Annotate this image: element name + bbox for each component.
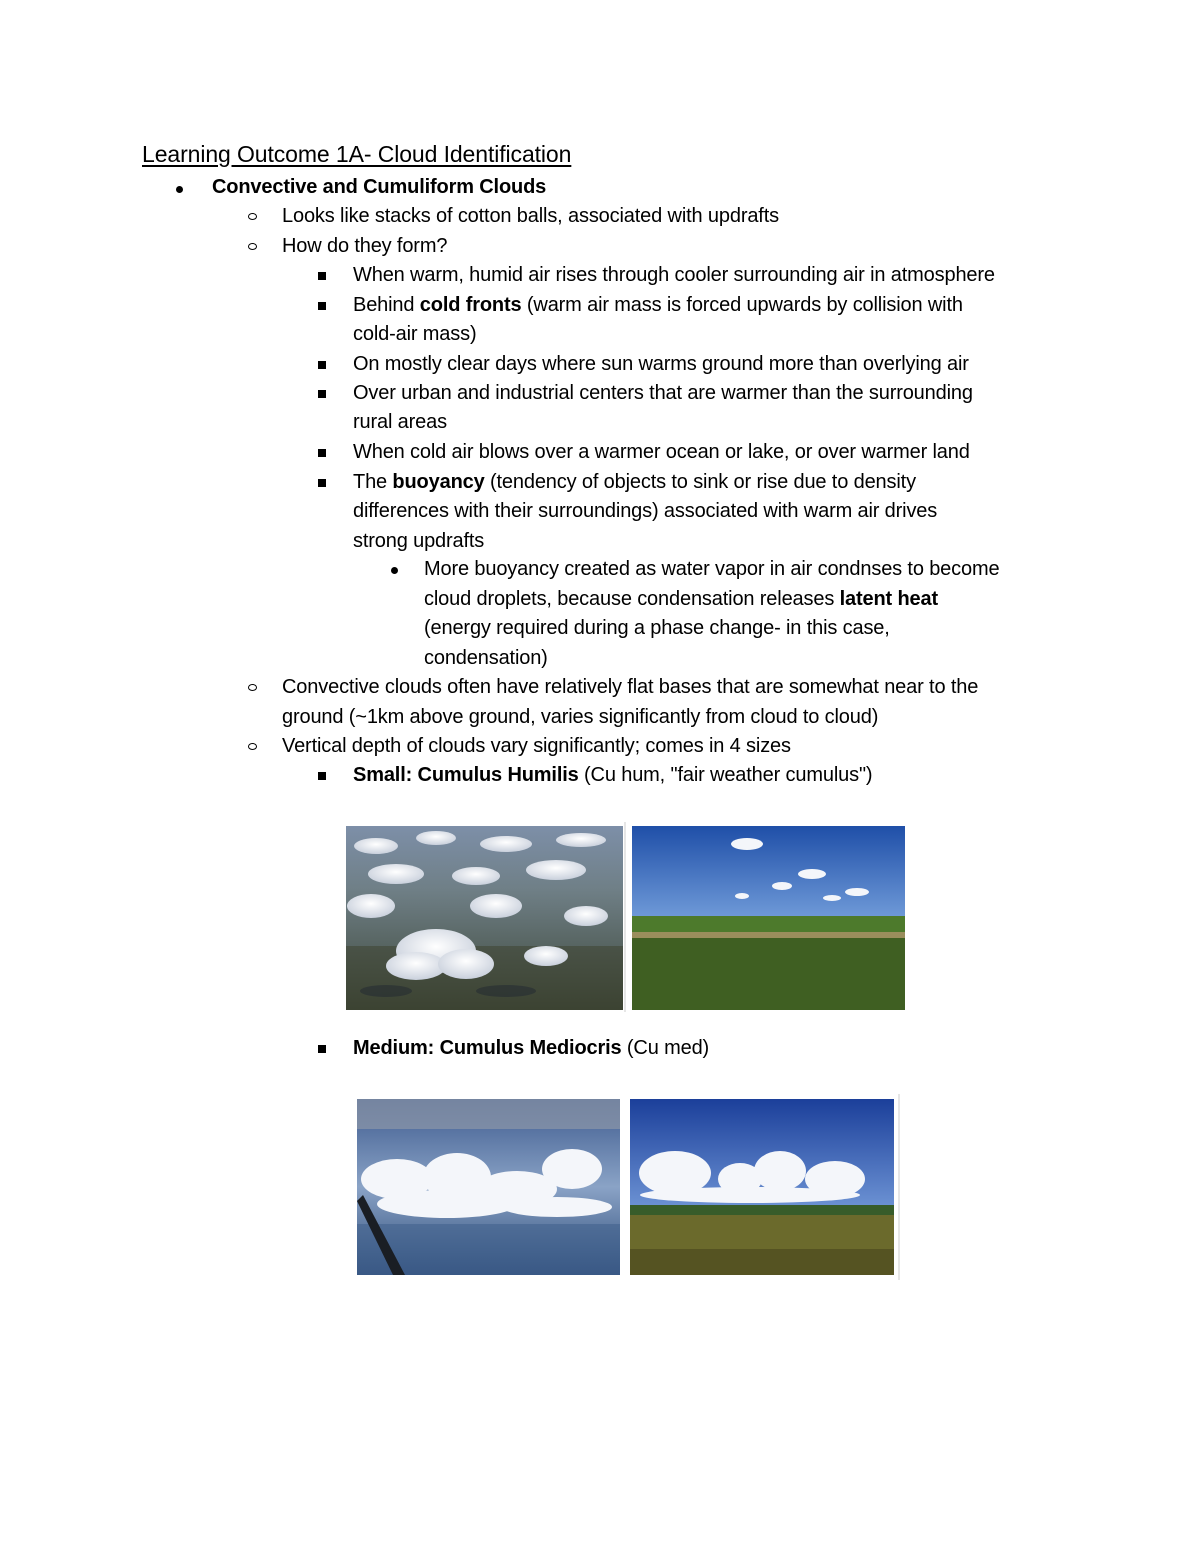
list-item: More buoyancy created as water vapor in air condnses to become — [424, 558, 1000, 580]
divider — [624, 822, 626, 1012]
ground-cumulus-humilis-photo — [632, 826, 905, 1010]
term-cumulus-humilis: Small: Cumulus Humilis — [353, 764, 579, 786]
list-item: Over urban and industrial centers that are warmer than the surrounding — [353, 382, 973, 404]
text-run: (Cu hum, "fair weather cumulus") — [578, 764, 873, 786]
list-item: Looks like stacks of cotton balls, associated with updrafts — [282, 205, 779, 227]
bullet-circle-icon — [248, 743, 257, 750]
aerial-cumulus-mediocris-photo — [357, 1099, 620, 1275]
text-run: (warm air mass is forced upwards by collision with — [521, 294, 963, 316]
text-run: (tendency of objects to sink or rise due to density — [484, 471, 916, 493]
bullet-square-icon — [318, 302, 326, 310]
text-run: (Cu med) — [621, 1037, 710, 1059]
page-title: Learning Outcome 1A- Cloud Identification — [142, 141, 572, 167]
bullet-dot-icon — [176, 186, 183, 193]
list-item — [353, 1036, 709, 1060]
divider — [898, 1094, 900, 1280]
bullet-square-icon — [318, 361, 326, 369]
list-item: When warm, humid air rises through cooler surrounding air in atmosphere — [353, 264, 995, 286]
list-item: When cold air blows over a warmer ocean or lake, or over warmer land — [353, 441, 970, 463]
bullet-dot-icon — [391, 567, 398, 574]
list-item: Convective clouds often have relatively flat bases that are somewhat near to the — [282, 676, 979, 698]
list-item: On mostly clear days where sun warms ground more than overlying air — [353, 353, 969, 375]
list-item-continuation: differences with their surroundings) associated with warm air drives — [353, 500, 938, 522]
aerial-cumulus-humilis-photo — [346, 826, 623, 1010]
bullet-circle-icon — [248, 243, 257, 250]
text-run: Behind — [353, 294, 420, 316]
bullet-circle-icon — [248, 213, 257, 220]
list-item-continuation: (energy required during a phase change- in this case, — [424, 617, 890, 639]
bullet-square-icon — [318, 1045, 326, 1053]
bullet-square-icon — [318, 479, 326, 487]
bullet-square-icon — [318, 772, 326, 780]
term-buoyancy: buoyancy — [392, 471, 485, 493]
section-heading: Convective and Cumuliform Clouds — [212, 176, 547, 198]
term-latent-heat: latent heat — [839, 588, 938, 610]
text-run: The — [353, 471, 393, 493]
list-item — [353, 470, 916, 494]
list-item: Vertical depth of clouds vary significantly; comes in 4 sizes — [282, 735, 791, 757]
term-cold-fronts: cold fronts — [419, 294, 522, 316]
list-item-continuation: ground (~1km above ground, varies significantly from cloud to cloud) — [282, 706, 879, 728]
term-cumulus-mediocris: Medium: Cumulus Mediocris — [353, 1037, 622, 1059]
list-item-continuation — [424, 587, 938, 611]
bullet-circle-icon — [248, 684, 257, 691]
list-item-continuation: rural areas — [353, 411, 447, 433]
list-item-continuation: condensation) — [424, 647, 548, 669]
list-item-continuation: strong updrafts — [353, 530, 485, 552]
bullet-square-icon — [318, 449, 326, 457]
list-item — [353, 763, 872, 787]
list-item: How do they form? — [282, 235, 448, 257]
list-item-continuation: cold-air mass) — [353, 323, 477, 345]
text-run: cloud droplets, because condensation releases — [424, 588, 840, 610]
bullet-square-icon — [318, 272, 326, 280]
bullet-square-icon — [318, 390, 326, 398]
ground-cumulus-mediocris-photo — [630, 1099, 894, 1275]
list-item — [353, 293, 963, 317]
